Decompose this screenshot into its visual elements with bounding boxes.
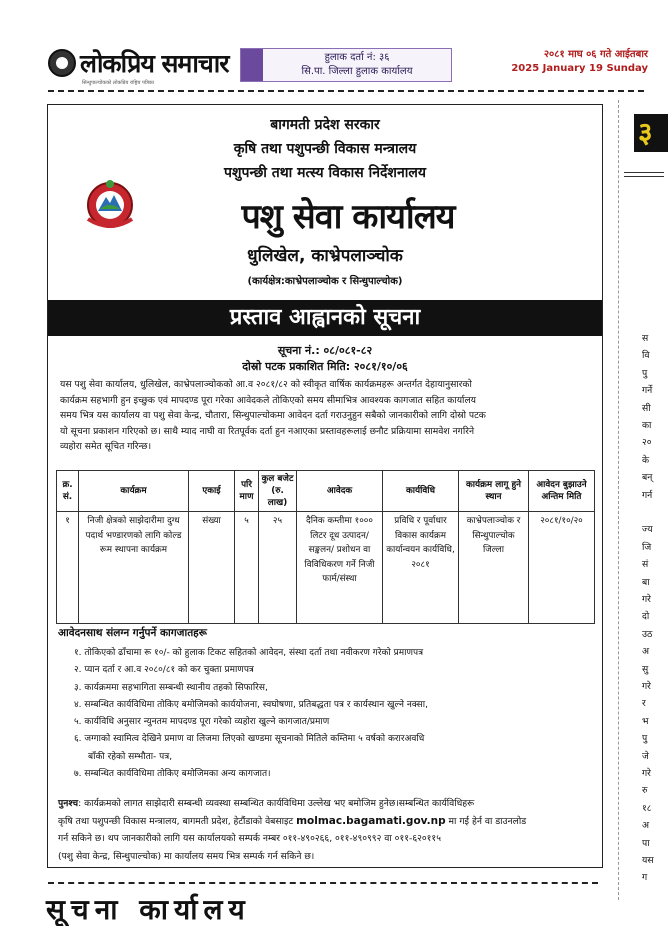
notice-banner: प्रस्ताव आह्वानको सूचना bbox=[48, 300, 602, 336]
side-text-line: जे bbox=[642, 750, 649, 762]
list-item: ४. सम्बन्धित कार्यविधिमा तोकिए बमोजिमको कार्ययोजना, स्वघोषणा, प्रतिबद्धता पत्र र कार्यस्थान खुल्ने नक्सा, bbox=[74, 699, 428, 710]
side-text-line: रु bbox=[642, 785, 648, 797]
side-text-line: अ bbox=[642, 820, 650, 832]
masthead bbox=[0, 0, 654, 90]
list-item: ५. कार्यविधि अनुसार न्युनतम मापदण्ड पूरा गरेको व्यहोरा खुल्ने कागजात/प्रमाण bbox=[74, 717, 330, 728]
registration-text bbox=[263, 49, 451, 81]
side-text-line: पा bbox=[642, 837, 650, 849]
registration-box bbox=[240, 48, 452, 82]
directorate-name: पशुपन्छी तथा मत्स्य विकास निर्देशनालय bbox=[224, 165, 426, 181]
side-text-line: जि bbox=[642, 541, 652, 553]
ministry-website-link[interactable]: molmac.bagamati.gov.np bbox=[296, 814, 446, 827]
side-text-line: र bbox=[642, 698, 646, 710]
cell-location: काभ्रेपलाञ्चोक र सिन्धुपाल्चोक जिल्ला bbox=[459, 512, 529, 624]
issue-date bbox=[478, 48, 648, 76]
side-text-line: बन् bbox=[642, 472, 653, 484]
cell-program: निजी क्षेत्रको साझेदारीमा दुग्ध पदार्थ भण्डारणको लागि कोल्ड रूम स्थापना कार्यक्रम bbox=[79, 512, 189, 624]
date-nepali: २०८१ माघ ०६ गते आईतबार bbox=[543, 49, 648, 60]
requirements-title: आवेदनसाथ संलग्न गर्नुपर्ने कागजातहरू bbox=[58, 627, 207, 639]
cell-budget: २५ bbox=[259, 512, 297, 624]
header-serial: क्र. सं. bbox=[57, 471, 79, 512]
side-text-line: पु bbox=[642, 733, 648, 745]
notice-intro bbox=[60, 377, 590, 455]
side-text-line: १८ bbox=[642, 802, 652, 814]
postscript-label: पुनश्च bbox=[58, 798, 79, 809]
cell-deadline: २०८१/१०/२० bbox=[529, 512, 595, 624]
second-publish-date: दोस्रो पटक प्रकाशित मिति: २०८१/१०/०६ bbox=[242, 360, 408, 373]
cell-procedure: प्रविधि र पूर्वाधार विकास कार्यक्रम कार्यान्वयन कार्यविधि, २०८१ bbox=[383, 512, 459, 624]
newspaper-emblem-icon bbox=[48, 49, 76, 77]
cell-quantity: ५ bbox=[235, 512, 259, 624]
table-header-row bbox=[57, 471, 595, 512]
program-table bbox=[56, 470, 595, 624]
side-text-line: २० bbox=[642, 437, 652, 449]
side-text-line: भ bbox=[642, 715, 649, 727]
newspaper-tagline: सिन्धुपाल्चोकको लोकप्रिय राष्ट्रिय पत्रिका bbox=[82, 80, 155, 86]
postscript-line: : कार्यक्रमको लागत साझेदारी सम्बन्धी व्यवस्था सम्बन्धित कार्यविधिमा उल्लेख भए बमोजिम हुनेछ।सम्बन्धित कार्यविधिहरू bbox=[78, 798, 475, 809]
list-item: ३. कार्यक्रममा सहभागिता सम्बन्धी स्थानीय तहको सिफारिस, bbox=[74, 682, 268, 693]
intro-line: यो सूचना प्रकाशन गरिएको छ। साथै म्याद नाघी वा रितपूर्वक दर्ता हुन नआएका प्रस्तावहरूलाई छनौट प्रक्रियामा सामवेश नगरिने bbox=[60, 425, 475, 437]
side-rule bbox=[624, 176, 664, 177]
side-text-line: सी bbox=[642, 402, 651, 414]
header-budget: कुल बजेट (रु. लाख) bbox=[259, 471, 297, 512]
list-item: बाँकी रहेको सम्भौता- पत्र, bbox=[88, 751, 173, 762]
header-procedure: कार्यविधि bbox=[383, 471, 459, 512]
notice-number: सूचना नं.: ०८/०८१-८२ bbox=[277, 344, 373, 357]
jurisdiction: (कार्यक्षेत्र:काभ्रेपलाञ्चोक र सिन्धुपाल्चोक) bbox=[247, 276, 403, 287]
header-deadline: आवेदन बुझाउने अन्तिम मिति bbox=[529, 471, 595, 512]
side-text-line: गरे bbox=[642, 594, 651, 605]
side-rule bbox=[624, 172, 664, 173]
intro-line: समय भित्र यस कार्यालय वा पशु सेवा केन्द्र, चौतारा, सिन्धुपाल्चोकमा आवेदन दर्ता गराउनुहुन सबैको जानकारीको लागि दोस्रो पटक bbox=[60, 410, 486, 422]
side-text-line: बा bbox=[642, 576, 650, 588]
cell-applicant: दैनिक कम्तीमा १००० लिटर दूध उत्पादन/सङ्कलन/ प्रशोधन वा विविधिकरण गर्ने निजी फार्म/संस्था bbox=[297, 512, 383, 624]
registration-office: सि.पा. जिल्ला हुलाक कार्यालय bbox=[301, 66, 413, 77]
registration-number: हुलाक दर्ता नं: ३६ bbox=[324, 52, 390, 63]
header-applicant: आवेदक bbox=[297, 471, 383, 512]
side-text-line: स bbox=[642, 333, 649, 344]
postscript-line: (पशु सेवा केन्द्र, सिन्धुपाल्चोक) मा कार्यालय समय भित्र सम्पर्क गर्न सकिने छ। bbox=[58, 850, 315, 862]
side-column bbox=[612, 90, 654, 910]
postscript-line: कृषि तथा पशुपन्छी विकास मन्त्रालय, बागमती प्रदेश, हेटौंडाको वेबसाइट bbox=[58, 815, 294, 827]
intro-line: यस पशु सेवा कार्यालय, धुलिखेल, काभ्रेपलाञ्चोकको आ.व २०८१/८२ को स्वीकृत वार्षिक कार्यक्रमहरू अन्तर्गत देहायानुसारको bbox=[60, 379, 472, 390]
side-text-line: सु bbox=[642, 663, 649, 675]
list-item: २. प्यान दर्ता र आ.व २०८०/८१ को कर चुक्ता प्रमाणपत्र bbox=[74, 665, 254, 676]
postscript-line: गर्न सकिने छ। थप जानकारीको लागि यस कार्यालयको सम्पर्क नम्बर ०११-४९०२६६, ०११-४९०९९२ वा ०११-६२०११५ bbox=[58, 833, 441, 844]
side-text-line: गर्ने bbox=[642, 385, 653, 397]
intro-line: कार्यक्रम सहभागी हुन इच्छुक एवं मापदण्ड पूरा गरेका आवेदकले तोकिएको समय सीमाभित्र आवश्यक कागजात सहित कार्यालय bbox=[60, 394, 476, 406]
side-text-line: दो bbox=[642, 611, 650, 623]
side-text-line: गरे bbox=[642, 681, 651, 692]
side-text-line: वि bbox=[642, 350, 650, 362]
registration-accent-bar bbox=[241, 49, 263, 81]
side-text-line: गर्न bbox=[642, 489, 653, 501]
side-text-line: गरे bbox=[642, 768, 651, 779]
date-english: 2025 January 19 Sunday bbox=[511, 63, 648, 74]
side-text-line: का bbox=[642, 420, 652, 431]
office-title: पशु सेवा कार्यालय bbox=[241, 197, 455, 237]
government-name: बागमती प्रदेश सरकार bbox=[270, 117, 380, 133]
side-text-line: सं bbox=[642, 559, 649, 571]
cell-serial: १ bbox=[57, 512, 79, 624]
list-item: १. तोकिएको ढाँचामा रू १०/- को हुलाक टिकट सहितको आवेदन, संस्था दर्ता तथा नवीकरण गरेको प्रमाणपत्र bbox=[74, 648, 424, 658]
postscript bbox=[58, 795, 590, 865]
bottom-divider bbox=[48, 882, 598, 884]
header-location: कार्यक्रम लागू हुने स्थान bbox=[459, 471, 529, 512]
side-text-line: ज्य bbox=[642, 524, 653, 536]
office-location: धुलिखेल, काभ्रेपलाञ्चोक bbox=[247, 246, 403, 266]
next-article-headline-text: सूचना कार्यालय bbox=[46, 893, 251, 926]
postscript-line: मा गई हेर्न वा डाउनलोड bbox=[448, 815, 527, 827]
header-quantity: परि माण bbox=[235, 471, 259, 512]
side-text-line: पु bbox=[642, 367, 648, 379]
intro-line: व्यहोरा समेत सूचित गरिन्छ। bbox=[60, 441, 152, 453]
next-article-headline bbox=[46, 893, 601, 926]
requirements-list bbox=[74, 645, 584, 783]
side-text-line: के bbox=[642, 454, 650, 466]
side-text-line: अ bbox=[642, 646, 650, 658]
public-notice bbox=[47, 104, 603, 868]
side-text-line: यस bbox=[642, 855, 654, 866]
side-text-line: उठ bbox=[642, 628, 653, 640]
masthead-divider bbox=[48, 90, 644, 92]
table-row bbox=[57, 512, 595, 624]
cell-unit: संख्या bbox=[189, 512, 235, 624]
header-unit: एकाई bbox=[189, 471, 235, 512]
side-text-line: ग bbox=[642, 872, 648, 884]
list-item: ७. सम्बन्धित कार्यविधिमा तोकिए बमोजिमका अन्य कागजात। bbox=[74, 769, 271, 780]
list-item: ६. जग्गाको स्वामित्व देखिने प्रमाण वा लिजमा लिएको खण्डमा सूचनाको मितिले कम्तिमा ५ वर्षको करारअवधि bbox=[74, 734, 425, 745]
newspaper-logo bbox=[48, 46, 238, 80]
header-program: कार्यक्रम bbox=[79, 471, 189, 512]
newspaper-name: लोकप्रिय समाचार bbox=[80, 49, 229, 78]
side-headline-box: ३ bbox=[634, 114, 668, 152]
ministry-name: कृषि तथा पशुपन्छी विकास मन्त्रालय bbox=[233, 141, 417, 157]
